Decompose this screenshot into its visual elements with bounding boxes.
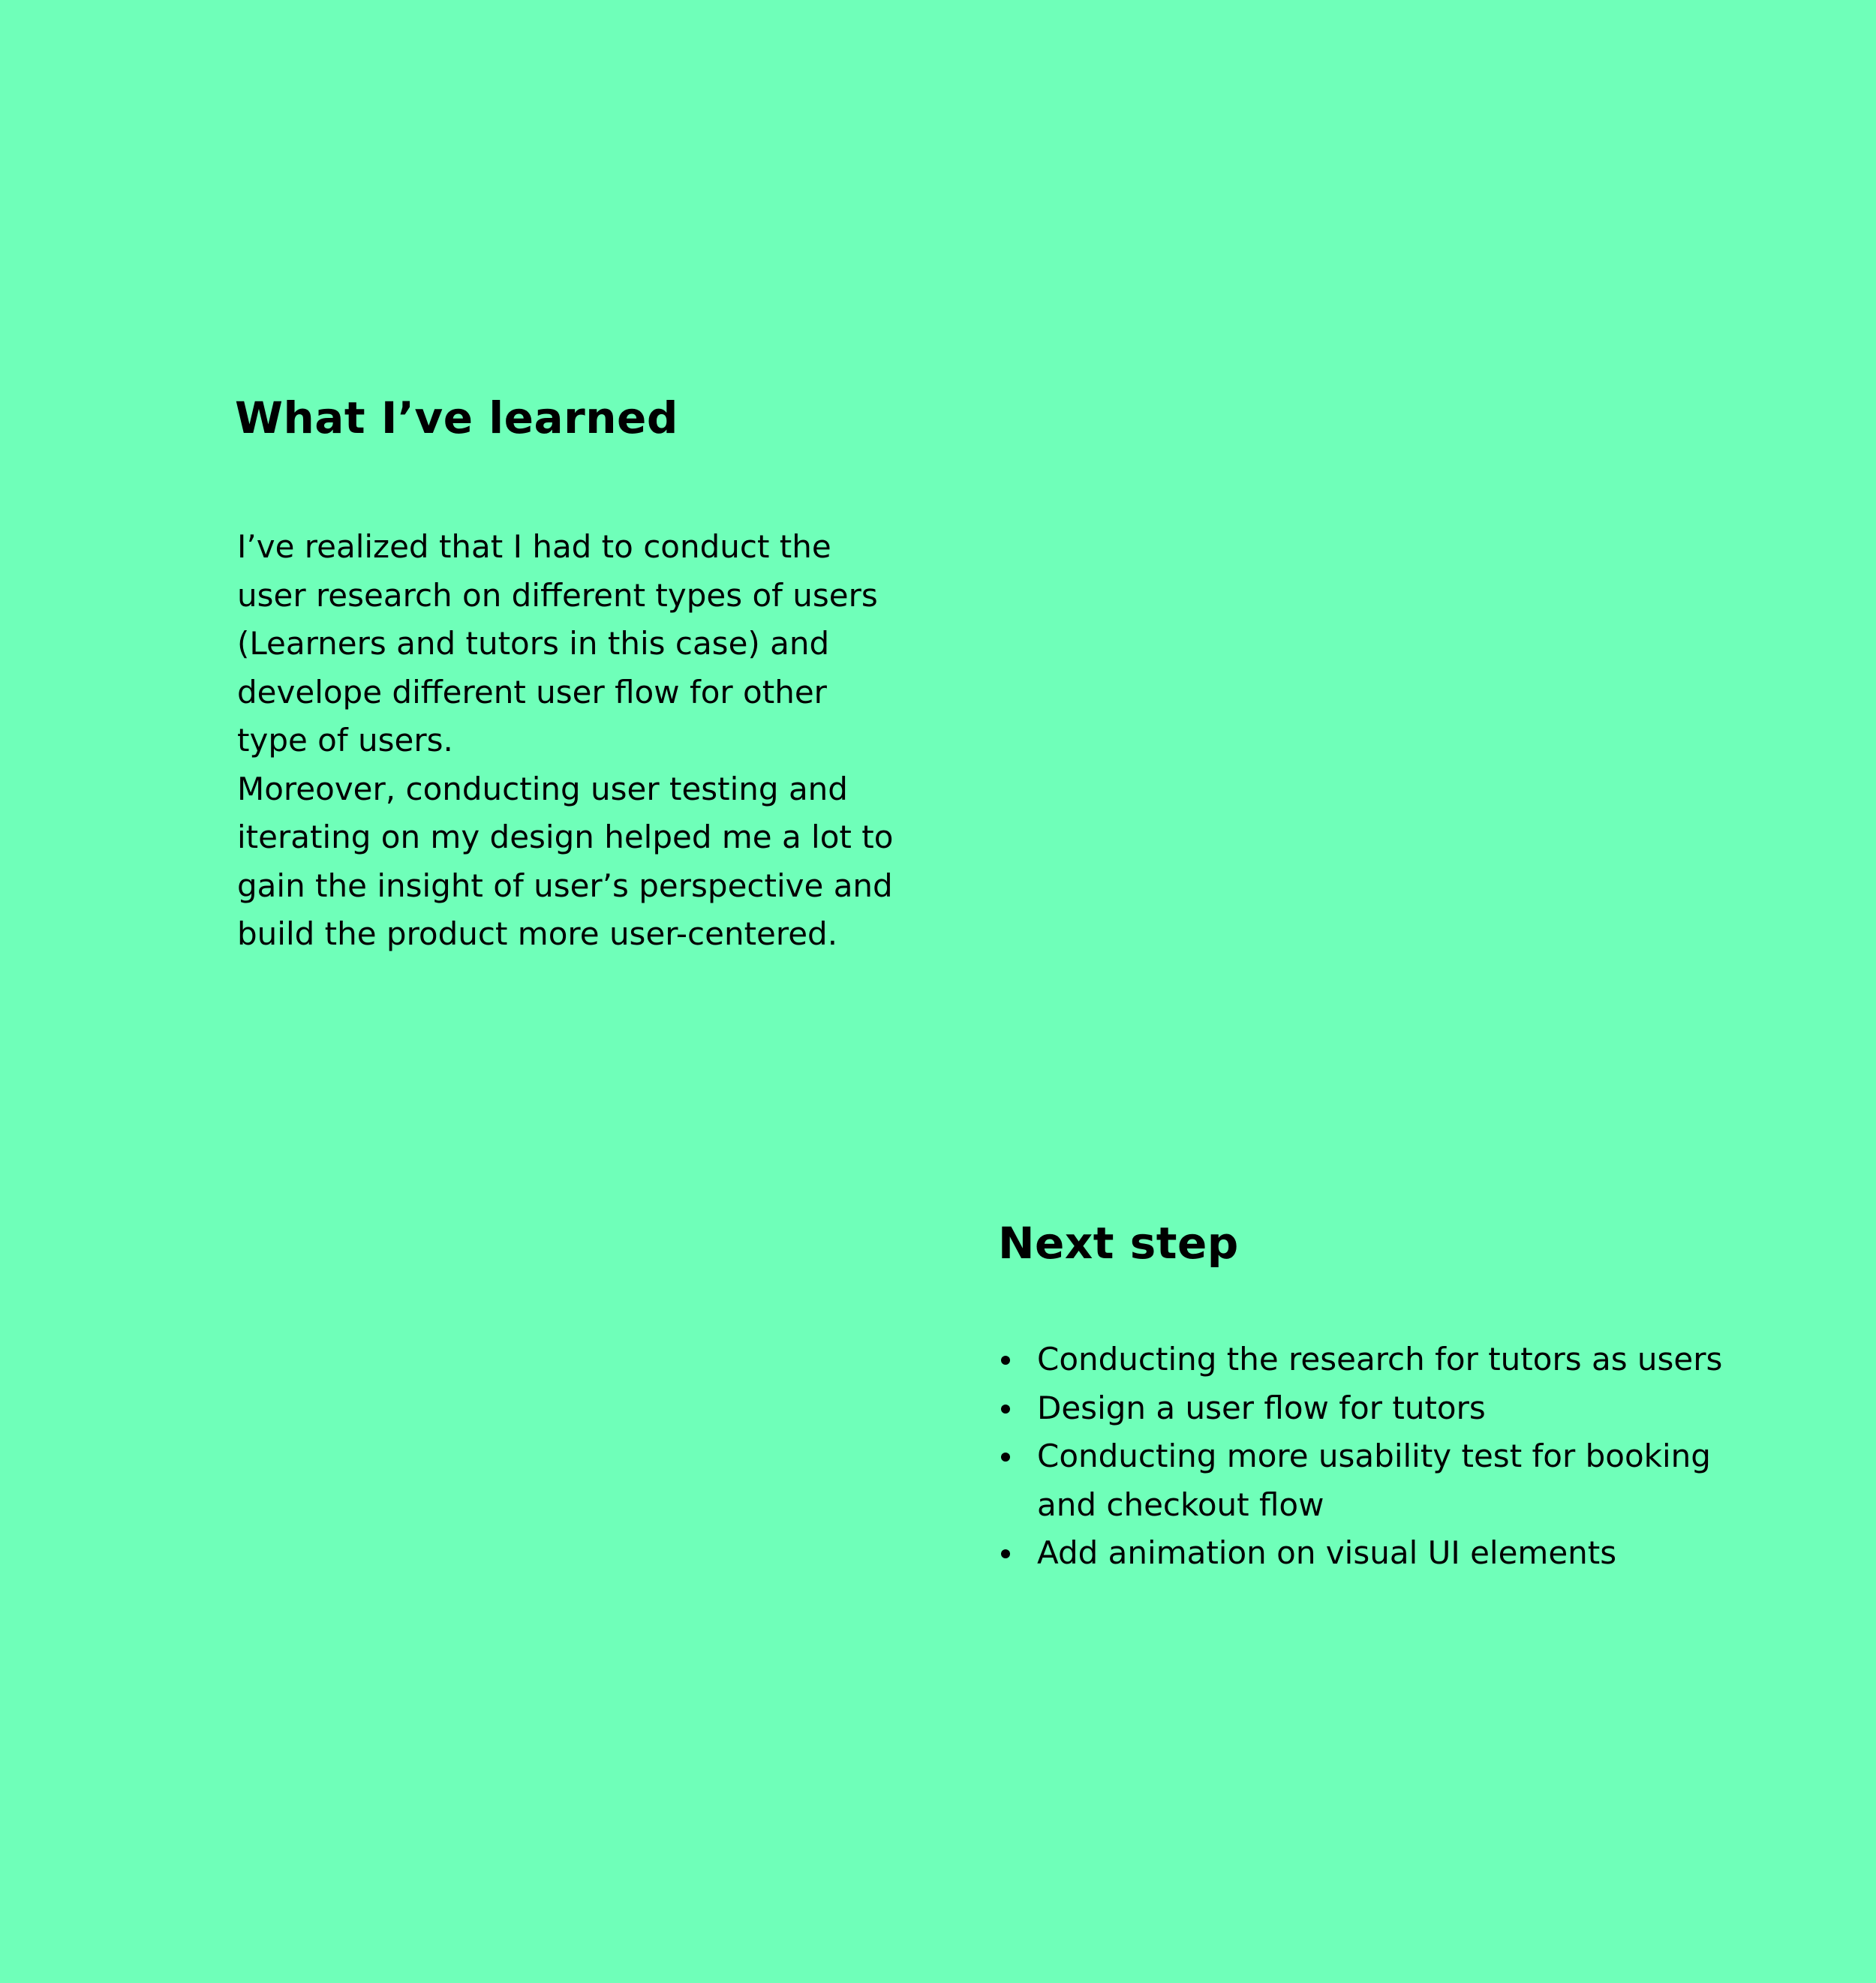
next-step-item-text: Design a user flow for tutors <box>1037 1389 1486 1426</box>
next-step-item-text: Add animation on visual UI elements <box>1037 1534 1617 1571</box>
bullet-icon <box>1001 1405 1010 1414</box>
next-step-item <box>998 1529 1786 1578</box>
learned-line: gain the insight of user’s perspective and <box>237 867 893 904</box>
next-step-item <box>998 1432 1786 1529</box>
learned-line: Moreover, conducting user testing and <box>237 770 848 807</box>
next-step-section-title: Next step <box>998 1218 1239 1269</box>
bullet-icon <box>1001 1356 1010 1365</box>
learned-line: iterating on my design helped me a lot to <box>237 819 894 855</box>
next-step-item-text: Conducting the research for tutors as users <box>1037 1341 1723 1378</box>
learned-line: user research on different types of users <box>237 576 878 614</box>
bullet-icon <box>1001 1549 1010 1558</box>
next-step-list <box>998 1336 1786 1578</box>
learned-line: build the product more user-centered. <box>237 915 838 952</box>
next-step-item-text-continued: and checkout flow <box>1037 1486 1324 1523</box>
learned-line: I’ve realized that I had to conduct the <box>237 528 831 565</box>
next-step-item <box>998 1384 1786 1433</box>
learned-line: (Learners and tutors in this case) and <box>237 625 830 662</box>
next-step-item <box>998 1336 1786 1384</box>
learned-section-title: What I’ve learned <box>235 392 678 443</box>
next-step-item-text: Conducting more usability test for booking <box>1037 1438 1711 1474</box>
bullet-icon <box>1001 1453 1010 1462</box>
learned-line: develope different user flow for other <box>237 673 827 711</box>
learned-line: type of users. <box>237 722 453 759</box>
learned-paragraph <box>237 523 897 959</box>
